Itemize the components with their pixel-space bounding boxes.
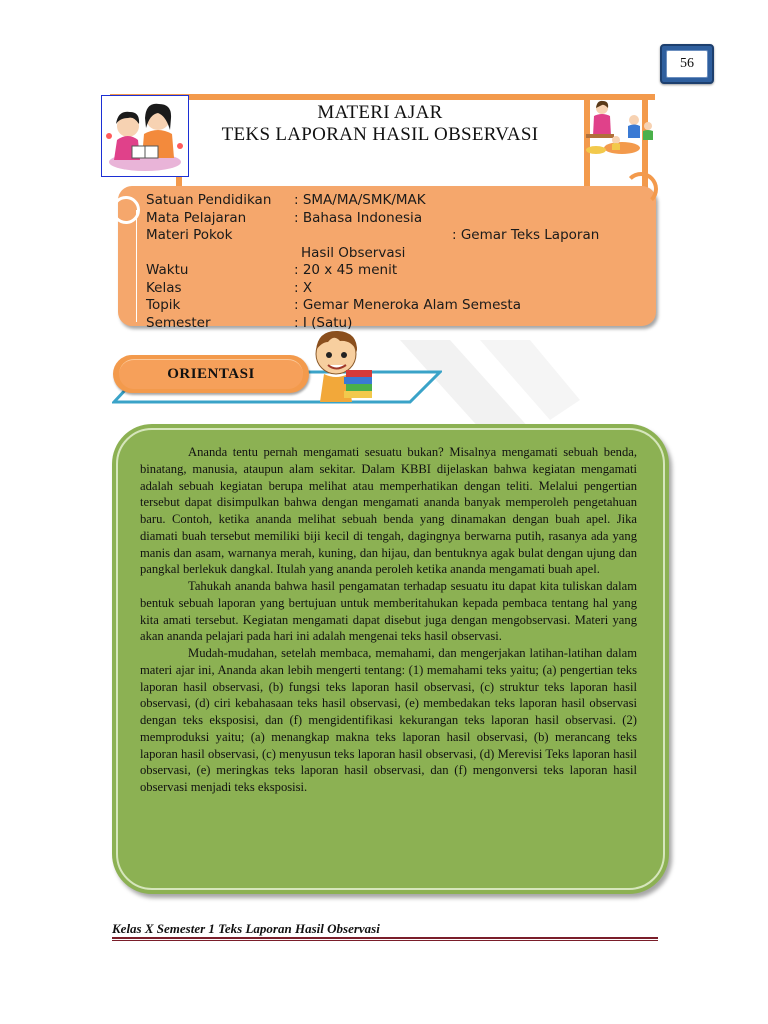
footer-rule <box>112 937 658 939</box>
margin-line <box>136 210 137 322</box>
info-label: Kelas <box>146 279 182 296</box>
footer-text: Kelas X Semester 1 Teks Laporan Hasil Observasi <box>112 921 380 936</box>
info-value: Hasil Observasi <box>301 244 406 261</box>
page-title <box>180 102 580 146</box>
info-label: Waktu <box>146 262 189 278</box>
info-value: : Bahasa Indonesia <box>294 209 423 226</box>
section-label: ORIENTASI <box>167 366 255 382</box>
page-number: 56 <box>666 50 708 78</box>
info-label: Materi Pokok <box>146 227 233 243</box>
hook-decoration <box>624 172 658 206</box>
info-value: : SMA/MA/SMK/MAK <box>294 192 426 208</box>
classroom-illustration <box>582 96 656 158</box>
info-value: : Gemar Teks Laporan <box>452 227 600 243</box>
kids-reading-illustration <box>101 95 189 177</box>
page-number-box <box>660 44 714 84</box>
info-value: : 20 x 45 menit <box>294 262 398 278</box>
info-value: : Gemar Meneroka Alam Semesta <box>294 297 521 313</box>
info-label: Topik <box>146 297 181 313</box>
paragraph: Ananda tentu pernah mengamati sesuatu bukan? Misalnya mengamati sebuah benda, binatang, manusia, ataupun alam sekitar. Dalam KBBI dijelaskan bahwa kegiatan mengamati adalah sebuah kegiatan berupa melihat atau memperhatikan dengan teliti. Melalui pengertian tersebut dapat disimpulkan bahwa dengan mengamati ananda banyak memperoleh pengetahuan baru. Contoh, ketika ananda melihat sebuah benda yang dinamakan dengan buah apel. Jika diamati buah tersebut memiliki biji kecil di tengah, dagingnya berwarna putih, rasanya ada yang manis dan asam, warnanya merah, kuning, dan hijau, dan bentuknya agak bulat dengan ujung dan pangkal berlekuk dangkal. Itulah yang ananda peroleh ketika ananda mengamati buah apel. <box>140 445 637 577</box>
footer-rule-thin <box>112 940 658 941</box>
paragraph: Mudah-mudahan, setelah membaca, memahami, dan mengerjakan latihan-latihan dalam materi ajar ini, Ananda akan lebih mengerti tentang: (1) memahami teks yaitu; (a) pengertian teks laporan hasil observasi, (b) fungsi teks laporan hasil observasi, (c) struktur teks laporan hasil observasi, (d) ciri kebahasaan teks hasil observasi, (e) membedakan teks laporan hasil observasi dengan teks eksposisi, dan (f) mengidentifikasi kekurangan teks laporan hasil observasi. (2) memproduksi yaitu; (a) menangkap makna teks laporan hasil observasi, (b) merancang teks laporan hasil observasi, (c) menyusun teks laporan hasil observasi, (d) Merevisi Teks laporan hasil observasi, (e) meringkas teks laporan hasil observasi, dan (f) mengonversi teks laporan hasil observasi menjadi teks eksposisi. <box>140 646 637 794</box>
info-label: Satuan Pendidikan <box>146 192 272 208</box>
info-value: : I (Satu) <box>294 314 353 331</box>
title-line-2: TEKS LAPORAN HASIL OBSERVASI <box>221 124 539 145</box>
boy-with-books-illustration <box>300 322 380 404</box>
paragraph: Tahukah ananda bahwa hasil pengamatan terhadap sesuatu itu dapat kita tuliskan dalam bentuk sebuah laporan yang bertujuan untuk memberitahukan kepada pembaca tentang hal yang kita amati tersebut. Kegiatan mengamati dapat disebut juga dengan mengobservasi. Materi yang akan ananda pelajari pada hari ini adalah mengenai teks hasil observasi. <box>140 579 637 644</box>
body-text <box>140 444 637 796</box>
title-line-1: MATERI AJAR <box>317 102 443 123</box>
header-top-bar <box>110 94 655 100</box>
info-value: : X <box>294 279 313 296</box>
info-label: Semester <box>146 314 211 331</box>
info-label: Mata Pelajaran <box>146 209 247 226</box>
